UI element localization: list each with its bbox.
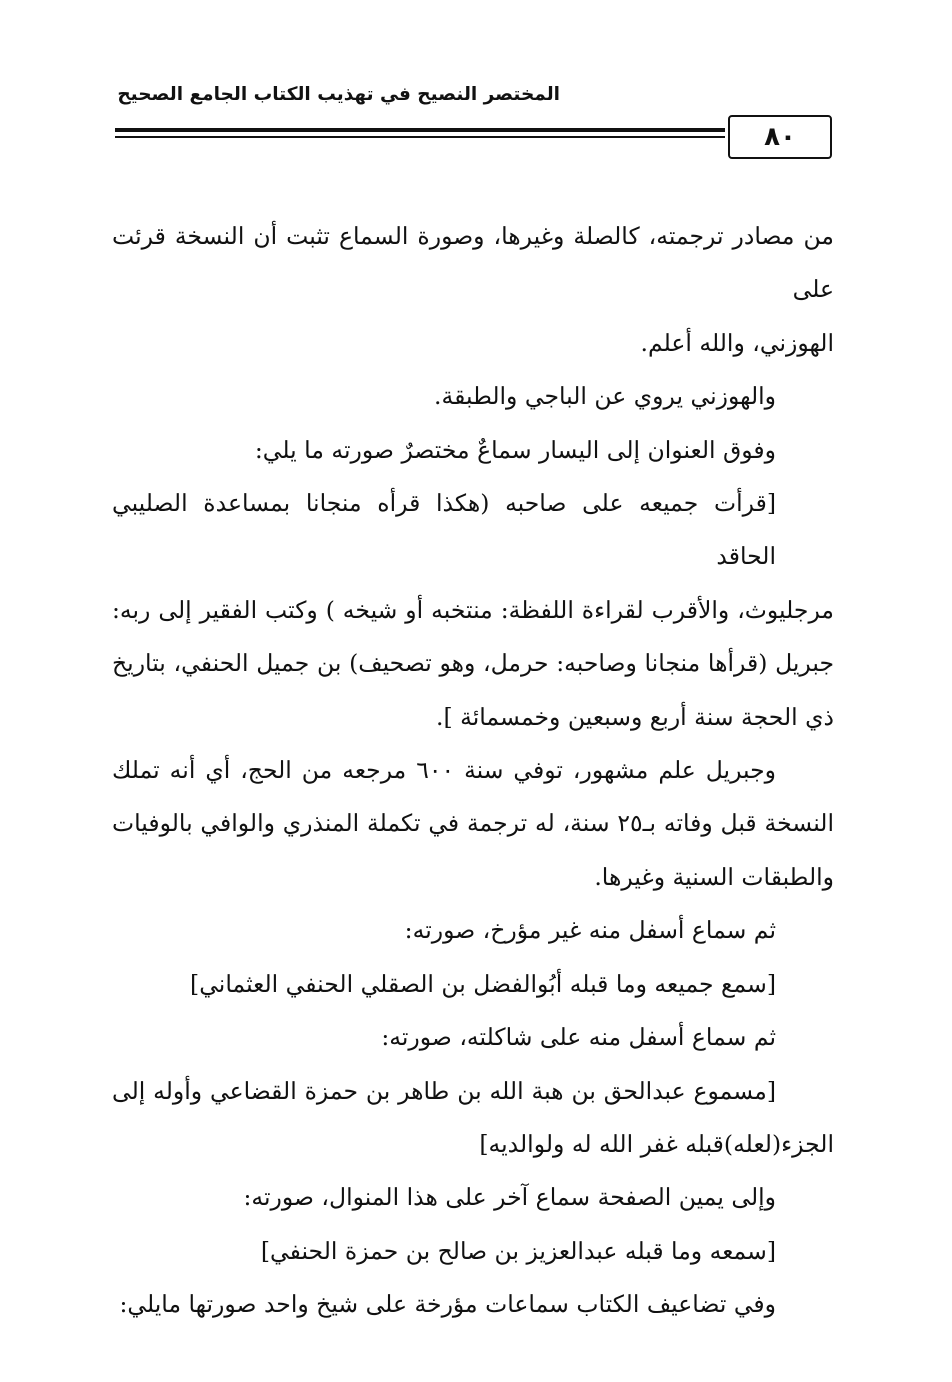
running-header-title: المختصر النصيح في تهذيب الكتاب الجامع الصحيح bbox=[117, 84, 560, 105]
text-line: [سمع جميعه وما قبله أبُوالفضل بن الصقلي الحنفي العثماني] bbox=[190, 969, 776, 998]
text-line: الجزء(لعله)قبله غفر الله له ولوالديه] bbox=[479, 1129, 834, 1158]
page-number bbox=[728, 115, 832, 159]
text-line: وجبريل علم مشهور، توفي سنة ٦٠٠ مرجعه من الحج، أي أنه تملك bbox=[112, 756, 777, 785]
header-rule-thick bbox=[115, 128, 725, 132]
text-line: جبريل (قرأها منجانا وصاحبه: حرمل، وهو تصحيف) بن جميل الحنفي، بتاريخ bbox=[112, 649, 835, 678]
text-line: النسخة قبل وفاته بـ٢٥ سنة، له ترجمة في تكملة المنذري والوافي بالوفيات bbox=[112, 809, 834, 838]
text-line: من مصادر ترجمته، كالصلة وغيرها، وصورة السماع تثبت أن النسخة قرئت على bbox=[112, 222, 834, 304]
text-line: ثم سماع أسفل منه غير مؤرخ، صورته: bbox=[404, 916, 776, 945]
text-line: والطبقات السنية وغيرها. bbox=[594, 862, 834, 891]
text-line: ثم سماع أسفل منه على شاكلته، صورته: bbox=[381, 1023, 776, 1052]
text-line: [مسموع عبدالحق بن هبة الله بن طاهر بن حمزة القضاعي وأوله إلى bbox=[112, 1076, 776, 1105]
page-number-text: ٨٠ bbox=[764, 122, 796, 152]
text-line: [قرأت جميعه على صاحبه (هكذا قرأه منجانا بمساعدة الصليبي الحاقد bbox=[112, 489, 776, 571]
text-line: [سمعه وما قبله عبدالعزيز بن صالح بن حمزة الحنفي] bbox=[260, 1236, 776, 1265]
text-line: وفوق العنوان إلى اليسار سماعٌ مختصرٌ صورته ما يلي: bbox=[254, 435, 776, 464]
header-rule-thin bbox=[115, 136, 725, 138]
text-line: الهوزني، والله أعلم. bbox=[640, 328, 834, 357]
text-line: ذي الحجة سنة أربع وسبعين وخمسمائة ]. bbox=[435, 702, 834, 731]
text-line: وإلى يمين الصفحة سماع آخر على هذا المنوال، صورته: bbox=[243, 1183, 776, 1212]
text-line: مرجليوث، والأقرب لقراءة اللفظة: منتخبه أو شيخه ) وكتب الفقير إلى ربه: bbox=[112, 595, 834, 624]
page-body bbox=[112, 210, 834, 1332]
text-line: وفي تضاعيف الكتاب سماعات مؤرخة على شيخ واحد صورتها مايلي: bbox=[119, 1290, 776, 1319]
text-line: والهوزني يروي عن الباجي والطبقة. bbox=[434, 382, 776, 411]
